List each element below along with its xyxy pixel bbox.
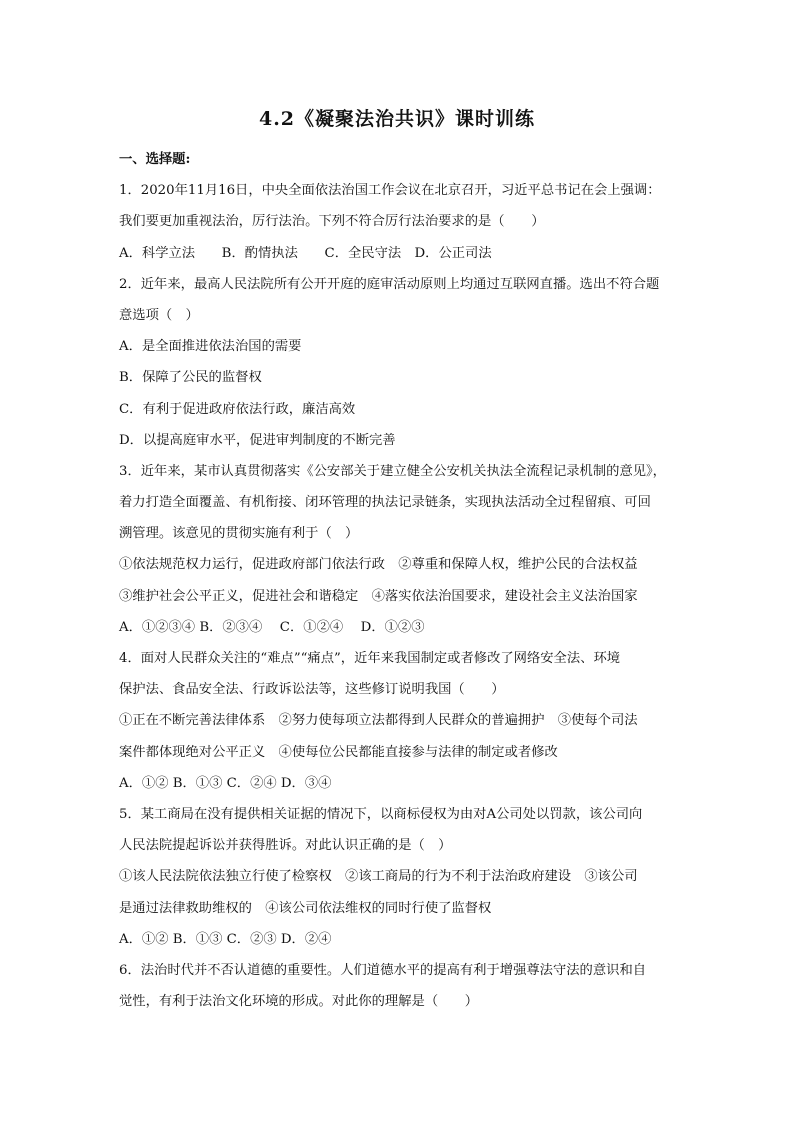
question-stem-line: 人民法院提起诉讼并获得胜诉。对此认识正确的是（ ） <box>119 838 452 854</box>
question-stem-line: 3．近年来，某市认真贯彻落实《公安部关于建立健全公安机关执法全流程记录机制的意见》， <box>119 463 666 479</box>
question-stem-line: 4．面对人民群众关注的“难点”“痛点”，近年来我国制定或者修改了网络安全法、环境 <box>119 651 621 666</box>
question-stem-line: 2．近年来，最高人民法院所有公开开庭的庭审活动原则上均通过互联网直播。选出不符合题 <box>119 276 660 292</box>
section-heading: 一、选择题: <box>119 152 191 167</box>
answer-option-a: A．是全面推进依法治国的需要 <box>119 339 302 355</box>
answer-option-c: C．有利于促进政府依法行政，廉洁高效 <box>119 401 356 417</box>
statement-line: 是通过法律救助维权的 ④该公司依法维权的同时行使了监督权 <box>119 900 492 916</box>
answer-option-b: B．保障了公民的监督权 <box>119 370 262 386</box>
question-6 <box>119 955 679 1017</box>
answer-options: A．①②③④ B．②③④ C．①②④ D．①②③ <box>119 619 425 635</box>
statement-line: ③维护社会公平正义，促进社会和谐稳定 ④落实依法治国要求，建设社会主义法治国家 <box>119 588 638 604</box>
question-3 <box>119 456 679 643</box>
answer-option-d: D．以提高庭审水平，促进审判制度的不断完善 <box>119 432 396 448</box>
answer-options: A．科学立法 B．酌情执法 C．全民守法 D．公正司法 <box>119 245 492 261</box>
answer-options: A．①② B．①③ C．②③ D．②④ <box>119 931 332 947</box>
statement-line: 案件都体现绝对公平正义 ④使每位公民都能直接参与法律的制定或者修改 <box>119 744 558 760</box>
question-4 <box>119 643 679 799</box>
question-stem-line: 溯管理。该意见的贯彻实施有利于（ ） <box>119 526 359 542</box>
question-stem-line: 觉性，有利于法治文化环境的形成。对此你的理解是（ ） <box>119 994 479 1010</box>
question-stem-line: 意选项（ ） <box>119 307 199 323</box>
statement-line: ①正在不断完善法律体系 ②努力使每项立法都得到人民群众的普遍拥护 ③使每个司法 <box>119 713 638 729</box>
question-stem-line: 保护法、食品安全法、行政诉讼法等，这些修订说明我国（ ） <box>119 682 505 698</box>
statement-line: ①依法规范权力运行，促进政府部门依法行政 ②尊重和保障人权，维护公民的合法权益 <box>119 557 638 573</box>
document-title: 4.2《凝聚法治共识》课时训练 <box>258 108 536 130</box>
question-stem-line: 1．2020年11月16日，中央全面依法治国工作会议在北京召开，习近平总书记在会上强调： <box>119 183 661 199</box>
answer-options: A．①② B．①③ C．②④ D．③④ <box>119 775 332 791</box>
question-stem-line: 5．某工商局在没有提供相关证据的情况下，以商标侵权为由对A公司处以罚款，该公司向 <box>119 806 643 822</box>
question-2 <box>119 269 679 456</box>
question-5 <box>119 799 679 955</box>
document-body <box>119 144 679 1017</box>
question-stem-line: 着力打造全面覆盖、有机衔接、闭环管理的执法记录链条，实现执法活动全过程留痕、可回 <box>119 495 651 511</box>
question-1 <box>119 175 679 269</box>
question-stem-line: 6．法治时代并不否认道德的重要性。人们道德水平的提高有利于增强尊法守法的意识和自 <box>119 962 647 978</box>
statement-line: ①该人民法院依法独立行使了检察权 ②该工商局的行为不利于法治政府建设 ③该公司 <box>119 869 638 885</box>
question-stem-line: 我们要更加重视法治，厉行法治。下列不符合厉行法治要求的是（ ） <box>119 214 545 230</box>
